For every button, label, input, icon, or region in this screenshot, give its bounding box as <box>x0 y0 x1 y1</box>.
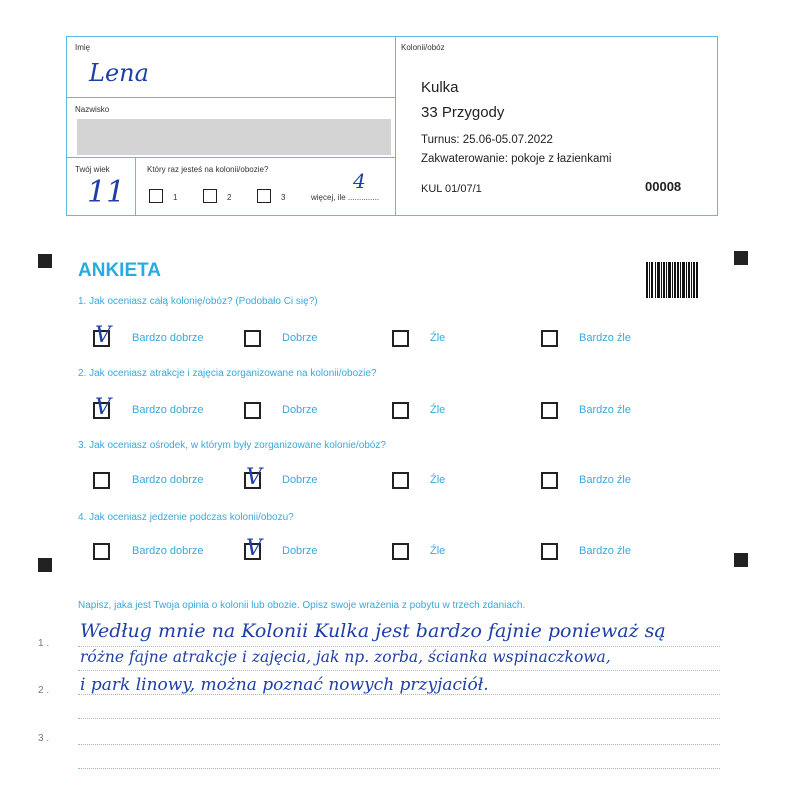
wiecej-value: 4 <box>353 169 366 193</box>
check-mark-icon: V <box>246 465 262 490</box>
question-2-option-4-checkbox[interactable] <box>541 402 558 419</box>
question-3-option-3-checkbox[interactable] <box>392 472 409 489</box>
question-4-option-2-label: Dobrze <box>282 545 318 557</box>
registration-mark <box>38 254 52 268</box>
kolonia-label: Kolonii/obóz <box>401 43 445 52</box>
visit-1-label: 1 <box>173 193 178 202</box>
age-divider <box>135 157 136 215</box>
check-mark-icon: V <box>246 536 262 561</box>
wiek-label: Twój wiek <box>75 165 110 174</box>
imie-value: Lena <box>89 59 149 87</box>
header-form <box>66 36 718 216</box>
answer-line <box>78 744 720 745</box>
registration-mark <box>38 558 52 572</box>
camp-program: 33 Przygody <box>421 104 505 121</box>
registration-mark <box>734 553 748 567</box>
question-1-option-4-checkbox[interactable] <box>541 330 558 347</box>
turnus: Turnus: 25.06-05.07.2022 <box>421 134 553 146</box>
header-divider <box>395 37 396 215</box>
question-2-option-2-label: Dobrze <box>282 404 318 416</box>
line-number-2: 2 . <box>38 685 50 696</box>
camp-name: Kulka <box>421 79 459 96</box>
question-4-text: 4. Jak oceniasz jedzenie podczas kolonii/obozu? <box>78 512 294 523</box>
opinion-prompt: Napisz, jaka jest Twoja opinia o kolonii lub obozie. Opisz swoje wrażenia z pobytu w trzech zdaniach. <box>78 600 526 611</box>
check-mark-icon: V <box>95 395 111 420</box>
registration-mark <box>734 251 748 265</box>
check-mark-icon: V <box>95 323 111 348</box>
question-1-option-3-label: Źle <box>430 332 446 344</box>
visit-1-checkbox[interactable] <box>149 189 163 203</box>
header-row-line <box>67 157 395 158</box>
question-2-option-3-checkbox[interactable] <box>392 402 409 419</box>
form-number: 00008 <box>645 179 682 194</box>
question-1-option-2-label: Dobrze <box>282 332 318 344</box>
barcode <box>646 262 698 298</box>
question-4-option-4-checkbox[interactable] <box>541 543 558 560</box>
question-2-option-2-checkbox[interactable] <box>244 402 261 419</box>
question-2-text: 2. Jak oceniasz atrakcje i zajęcia zorganizowane na kolonii/obozie? <box>78 368 377 379</box>
zakwaterowanie: Zakwaterowanie: pokoje z łazienkami <box>421 153 612 165</box>
question-2-option-4-label: Bardzo źle <box>579 404 631 416</box>
question-3-option-4-checkbox[interactable] <box>541 472 558 489</box>
question-3-option-1-label: Bardzo dobrze <box>132 474 204 486</box>
question-4-option-3-label: Źle <box>430 545 446 557</box>
question-3-option-3-label: Źle <box>430 474 446 486</box>
handwritten-line-2: różne fajne atrakcje i zajęcia, jak np. zorba, ścianka wspinaczkowa, <box>80 648 611 666</box>
visit-2-checkbox[interactable] <box>203 189 217 203</box>
line-number-3: 3 . <box>38 733 50 744</box>
answer-line <box>78 718 720 719</box>
question-4-option-1-label: Bardzo dobrze <box>132 545 204 557</box>
camp-code: KUL 01/07/1 <box>421 183 482 195</box>
question-2-option-3-label: Źle <box>430 404 446 416</box>
visit-3-label: 3 <box>281 193 286 202</box>
answer-line <box>78 670 720 671</box>
question-1-option-2-checkbox[interactable] <box>244 330 261 347</box>
question-1-option-4-label: Bardzo źle <box>579 332 631 344</box>
wiecej-label: więcej, ile .............. <box>311 193 380 202</box>
question-4-option-4-label: Bardzo źle <box>579 545 631 557</box>
question-1-option-3-checkbox[interactable] <box>392 330 409 347</box>
answer-line <box>78 646 720 647</box>
question-1-option-1-label: Bardzo dobrze <box>132 332 204 344</box>
wiek-value: 11 <box>87 175 126 210</box>
question-4-option-3-checkbox[interactable] <box>392 543 409 560</box>
question-4-option-1-checkbox[interactable] <box>93 543 110 560</box>
question-3-option-1-checkbox[interactable] <box>93 472 110 489</box>
visit-2-label: 2 <box>227 193 232 202</box>
survey-title: ANKIETA <box>78 260 162 281</box>
handwritten-line-3: i park linowy, można poznać nowych przyjaciół. <box>80 675 489 695</box>
answer-line <box>78 768 720 769</box>
question-3-text: 3. Jak oceniasz ośrodek, w którym były zorganizowane kolonie/obóz? <box>78 440 386 451</box>
visit-3-checkbox[interactable] <box>257 189 271 203</box>
imie-label: Imię <box>75 43 91 52</box>
question-1-text: 1. Jak oceniasz całą kolonię/obóz? (Podobało Ci się?) <box>78 296 318 307</box>
question-3-option-2-label: Dobrze <box>282 474 318 486</box>
question-2-option-1-label: Bardzo dobrze <box>132 404 204 416</box>
nazwisko-label: Nazwisko <box>75 105 110 114</box>
handwritten-line-1: Według mnie na Kolonii Kulka jest bardzo fajnie ponieważ są <box>80 620 666 642</box>
redacted-surname <box>77 119 391 155</box>
header-row-line <box>67 97 395 98</box>
line-number-1: 1 . <box>38 638 50 649</box>
question-3-option-4-label: Bardzo źle <box>579 474 631 486</box>
ktory-raz-label: Który raz jesteś na kolonii/obozie? <box>147 165 269 174</box>
